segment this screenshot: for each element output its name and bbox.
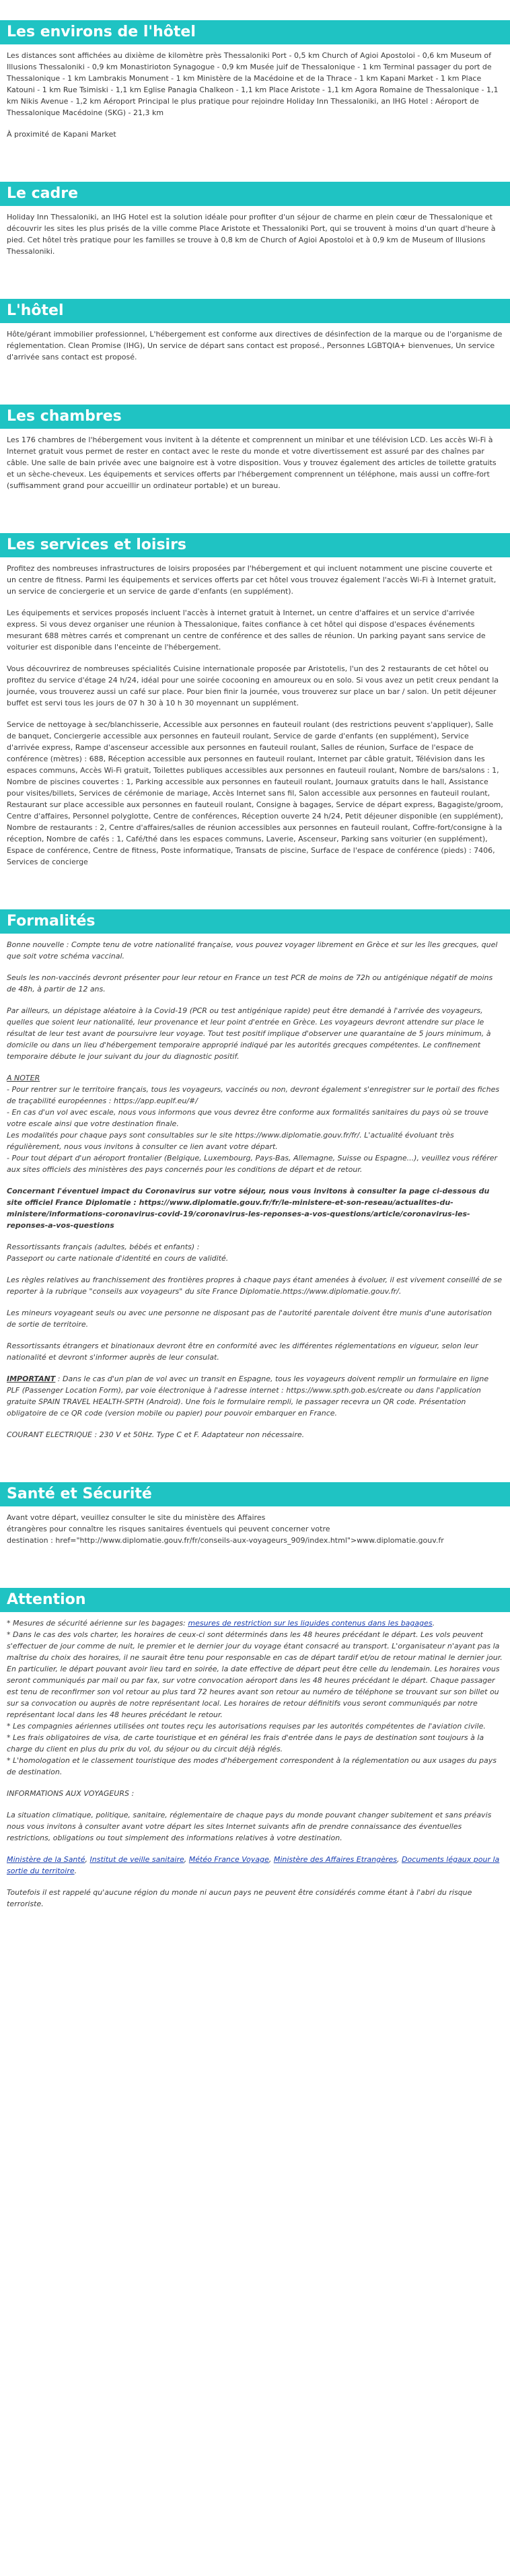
formalites-non-vaccinated: Seuls les non-vaccinés devront présenter pour leur retour en France un test PCR de moins de 72h ou antigénique négatif de moins de 48h, à partir de 12 ans.	[7, 973, 493, 994]
attention-terror-risk: Toutefois il est rappelé qu'aucune région du monde ni aucun pays ne peuvent être considérés comme étant à l'abri du risque terroriste.	[7, 1888, 472, 1908]
section-title-formalites: Formalités	[0, 909, 510, 934]
link-separator: ,	[397, 1855, 402, 1864]
formalites-important	[7, 1373, 503, 1419]
section-title-sante: Santé et Sécurité	[0, 1482, 510, 1506]
formalites-random-test: Par ailleurs, un dépistage aléatoire à la Covid-19 (PCR ou test antigénique rapide) peut être demandé à l'arrivée des voyageurs, quelles que soient leur nationalité, leur provenance et leur point d'entrée en Grèce. Les voyageurs devront attendre sur place le résultat de leur test avant de poursuivre leur voyage. Tout test positif implique d'observer une quarantaine de 5 jours minimum, à domicile ou dans un lieu d'hébergement temporaire approprié indiqué par les autorités grecques compétentes. Le confinement temporaire débute le jour suivant du jour du diagnostic positif.	[7, 1006, 491, 1061]
section-title-services: Les services et loisirs	[0, 533, 510, 557]
liquids-restriction-link[interactable]: mesures de restriction sur les liquides contenus dans les bagages	[188, 1619, 433, 1628]
section-content-environs	[0, 44, 510, 147]
attention-info-body: La situation climatique, politique, sanitaire, réglementaire de chaque pays du monde pouvant changer subitement et sans préavis nous vous invitons à consulter avant votre départ les sites Internet suivants afin de prendre connaissance des éventuelles restrictions, obligations ou tout simplement des informations relatives à votre destination.	[7, 1811, 492, 1842]
services-paragraph-3: Vous découvrirez de nombreuses spécialités Cuisine internationale proposée par Aristotelis, l'un des 2 restaurants de cet hôtel ou profitez du service d'étage 24 h/24, idéal pour une soirée cocooning en amoureux ou en solo. Si vous avez un petit creux pendant la journée, vous trouverez aussi un café sur place. Pour bien finir la journée, vous trouverez sur place un bar / salon. Un petit déjeuner buffet est servi tous les jours de 07 h 30 à 10 h 30 moyennant un supplément.	[7, 664, 499, 707]
section-title-cadre: Le cadre	[0, 182, 510, 206]
formalites-documents: Ressortissants français (adultes, bébés et enfants) : Passeport ou carte nationale d'identité en cours de validité.	[7, 1243, 229, 1263]
section-content-sante	[0, 1506, 510, 1553]
section-cadre	[0, 182, 510, 264]
section-attention	[0, 1588, 510, 1916]
services-paragraph-4: Service de nettoyage à sec/blanchisserie, Accessible aux personnes en fauteuil roulant (des restrictions peuvent s'appliquer), Salle de banquet, Conciergerie accessible aux personnes en fauteuil roulant, Service de garde d'enfants (en supplément), Service d'arrivée express, Rampe d'ascenseur accessible aux personnes en fauteuil roulant, Salles de réunion, Surface de l'espace de conférence (mètres) : 688, Réception accessible aux personnes en fauteuil roulant, Internet par câble gratuit, Télévision dans les espaces communs, Accès Wi-Fi gratuit, Toilettes publiques accessibles aux personnes en fauteuil roulant, Nombre de bars/salons : 1, Nombre de piscines couvertes : 1, Parking accessible aux personnes en fauteuil roulant, Journaux gratuits dans le hall, Assistance pour visites/billets, Services de cérémonie de mariage, Accès Internet sans fil, Salon accessible aux personnes en fauteuil roulant, Restaurant sur place accessible aux personnes en fauteuil roulant, Consigne à bagages, Service de départ express, Bagagiste/groom, Centre d'affaires, Personnel polyglotte, Centre de conférences, Réception ouverte 24 h/24, Petit déjeuner disponible (en supplément), Nombre de restaurants : 2, Centre d'affaires/salles de réunion accessibles aux personnes en fauteuil roulant, Coffre-fort/consigne à la réception, Nombre de cafés : 1, Café/thé dans les espaces communs, Laverie, Ascenseur, Parking sans voiturier (en supplément), Espace de conférence, Centre de fitness, Poste informatique, Transats de piscine, Surface de l'espace de conférence (pieds) : 7406, Services de concierge	[7, 720, 503, 866]
section-title-environs: Les environs de l'hôtel	[0, 20, 510, 44]
formalites-note-body: - Pour rentrer sur le territoire français, tous les voyageurs, vaccinés ou non, devront également s'enregistrer sur le portail des fiches de traçabilité européennes : https://app.euplf.eu/#/ - En cas d'un vol avec escale, nous vous informons que vous devrez être conforme aux formalités sanitaires du pays où se trouve votre escale ainsi que votre destination finale. Les modalités pour chaque pays sont consultables sur le site https://www.diplomatie.gouv.fr/fr/. L'actualité évoluant très régulièrement, nous vous invitons à consulter ce lien avant votre départ. - Pour tout départ d'un aéroport frontalier (Belgique, Luxembourg, Pays-Bas, Allemagne, Suisse ou Espagne...), veuillez vous référer aux sites officiels des ministères des pays concernés pour les conditions de départ et de retour.	[7, 1085, 500, 1174]
attention-measure-2: * Dans le cas des vols charter, les horaires de ceux-ci sont déterminés dans les 48 heures précédant le départ. Les vols peuvent s'effectuer de jour comme de nuit, le premier et le dernier jour du voyage étant consacré au transport. L'organisateur n'ayant pas la maîtrise du choix des horaires, il ne saurait être tenu pour responsable en cas de départ tardif et/ou de retour matinal le dernier jour. En particulier, le départ pouvant avoir lieu tard en soirée, la date effective de départ peut être celle du lendemain. Les horaires vous seront communiqués par mail ou par fax, sur votre convocation aéroport dans les 48 heures précédant le départ. Chaque passager est tenu de reconfirmer son vol retour au plus tard 72 heures avant son retour au numéro de téléphone se trouvant sur son billet ou sur sa convocation ou auprès de notre représentant local. Les horaires de retour définitifs vous seront communiqués par notre représentant local dans les 48 heures précédant le retour.	[7, 1630, 503, 1719]
section-title-attention: Attention	[0, 1588, 510, 1612]
formalites-minors: Les mineurs voyageant seuls ou avec une personne ne disposant pas de l'autorité parentale doivent être munis d'une autorisation de sortie de territoire.	[7, 1309, 493, 1329]
link-veille-sanitaire[interactable]: Institut de veille sanitaire	[89, 1855, 184, 1864]
section-title-chambres: Les chambres	[0, 405, 510, 429]
section-content-services	[0, 557, 510, 874]
link-separator: ,	[268, 1855, 274, 1864]
attention-measure-5: * L'homologation et le classement touristique des modes d'hébergement correspondent à la réglementation ou aux usages du pays de destination.	[7, 1756, 497, 1776]
link-documents-legaux[interactable]: Documents légaux pour la sortie du territoire	[7, 1855, 500, 1875]
attention-info-title: INFORMATIONS AUX VOYAGEURS :	[7, 1789, 135, 1798]
environs-proximity: À proximité de Kapani Market	[7, 130, 116, 139]
section-formalites	[0, 909, 510, 1447]
services-paragraph-2: Les équipements et services proposés incluent l'accès à internet gratuit à Internet, un centre d'affaires et un service d'arrivée express. Si vous devez organiser une réunion à Thessalonique, faites confiance à cet hôtel qui dispose d'espaces événements mesurant 688 mètres carrés et comprenant un centre de conférence et des salles de réunion. Un parking payant sans service de voiturier est disponible dans l'enceinte de l'hébergement.	[7, 608, 486, 652]
environs-distances: Les distances sont affichées au dixième de kilomètre près Thessaloniki Port - 0,5 km Church of Agioi Apostoloi - 0,6 km Museum of Illusions Thessaloniki - 0,9 km Monastirioton Synagogue - 0,9 km Musée juif de Thessalonique - 1 km Terminal passager du port de Thessalonique - 1 km Lambrakis Monument - 1 km Ministère de la Macédoine et de la Thrace - 1 km Kapani Market - 1 km Place Katouni - 1 km Rue Tsimiski - 1,1 km Eglise Panagia Chalkeon - 1,1 km Place Aristote - 1,1 km Agora Romaine de Thessalonique - 1,1 km Nikis Avenue - 1,2 km Aéroport Principal le plus pratique pour rejoindre Holiday Inn Thessaloniki, an IHG Hotel : Aéroport de Thessalonique Macédoine (SKG) - 21,3 km	[7, 51, 499, 117]
section-content-chambres	[0, 429, 510, 498]
section-content-attention	[0, 1612, 510, 1916]
attention-links	[7, 1854, 503, 1877]
formalites-note	[7, 1072, 503, 1175]
formalites-good-news: Bonne nouvelle : Compte tenu de votre nationalité française, vous pouvez voyager librement en Grèce et sur les îles grecques, quel que soit votre schéma vaccinal.	[7, 940, 498, 961]
formalites-coronavirus-link[interactable]: Concernant l'éventuel impact du Coronavirus sur votre séjour, nous vous invitons à consulter la page ci-dessous du site officiel France Diplomatie : https://www.diplomatie.gouv.fr/fr/le-ministere-et-son-reseau/actualites-du-ministere/informations-coronavirus-covid-19/coronavirus-les-reponses-a-vos-questions/article/coronavirus-les-reponses-a-vos-questions	[7, 1187, 490, 1230]
section-chambres	[0, 405, 510, 498]
section-environs	[0, 20, 510, 147]
chambres-text: Les 176 chambres de l'hébergement vous invitent à la détente et comprennent un minibar et une télévision LCD. Les accès Wi-Fi à Internet gratuit vous permet de rester en contact avec le reste du monde et votre divertissement est assuré par des chaînes par câble. Une salle de bain privée avec une baignoire est à votre disposition. Vous y trouvez également des articles de toilette gratuits et un sèche-cheveux. Les équipements et services offerts par l'hébergement comprennent un téléphone, mais aussi un coffre-fort (suffisamment grand pour accueillir un ordinateur portable) et un bureau.	[7, 436, 497, 490]
section-hotel	[0, 299, 510, 370]
attention-measure-1-prefix: * Mesures de sécurité aérienne sur les bagages:	[7, 1619, 188, 1628]
section-content-hotel	[0, 323, 510, 370]
formalites-note-title: A NOTER	[7, 1074, 40, 1082]
link-meteo-france[interactable]: Météo France Voyage	[188, 1855, 269, 1864]
link-ministere-sante[interactable]: Ministère de la Santé	[7, 1855, 85, 1864]
attention-measure-3: * Les compagnies aériennes utilisées ont toutes reçu les autorisations requises par les autorités compétentes de l'aviation civile.	[7, 1722, 486, 1731]
section-content-formalites	[0, 934, 510, 1447]
formalites-important-label: IMPORTANT	[7, 1374, 56, 1383]
formalites-foreign-nationals: Ressortissants étrangers et binationaux devront être en conformité avec les différentes réglementations en vigueur, selon leur nationalité et devront s'informer auprès de leur consulat.	[7, 1342, 478, 1362]
formalites-electric: COURANT ELECTRIQUE : 230 V et 50Hz. Type C et F. Adaptateur non nécessaire.	[7, 1430, 305, 1439]
link-separator: ,	[85, 1855, 90, 1864]
formalites-important-body: : Dans le cas d'un plan de vol avec un transit en Espagne, tous les voyageurs doivent remplir un formulaire en ligne PLF (Passenger Location Form), par voie électronique à l'adresse internet : https://www.spth.gob.es/create ou dans l'application gratuite SPAIN TRAVEL HEALTH-SPTH (Android). Une fois le formulaire rempli, le passager recevra un QR code. Présentation obligatoire de ce QR code (version mobile ou papier) pour pouvoir embarquer en France.	[7, 1374, 489, 1418]
cadre-text: Holiday Inn Thessaloniki, an IHG Hotel est la solution idéale pour profiter d'un séjour de charme en plein cœur de Thessalonique et découvrir les sites les plus prisés de la ville comme Place Aristote et Thessaloniki Port, qui se trouvent à moins d'un quart d'heure à pied. Cet hôtel très pratique pour les familles se trouve à 0,8 km de Church of Agioi Apostoloi et à 0,9 km de Museum of Illusions Thessaloniki.	[7, 213, 496, 256]
link-final-dot: .	[74, 1867, 77, 1875]
services-paragraph-1: Profitez des nombreuses infrastructures de loisirs proposées par l'hébergement et qui incluent notamment une piscine couverte et un centre de fitness. Parmi les équipements et services offerts par cet hôtel vous trouvez également l'accès Wi-Fi à Internet gratuit, un service de conciergerie et un service de garde d'enfants (en supplément).	[7, 564, 497, 596]
attention-measures	[7, 1617, 503, 1778]
section-sante	[0, 1482, 510, 1553]
section-content-cadre	[0, 206, 510, 264]
attention-measure-1-suffix: .	[432, 1619, 435, 1628]
link-affaires-etrangeres[interactable]: Ministère des Affaires Etrangères	[273, 1855, 398, 1864]
link-separator: ,	[184, 1855, 189, 1864]
section-title-hotel: L'hôtel	[0, 299, 510, 323]
sante-text: Avant votre départ, veuillez consulter le site du ministère des Affaires étrangères pour connaître les risques sanitaires éventuels qui peuvent concerner votre destination : href="http://www.diplomatie.gouv.fr/fr/conseils-aux-voyageurs_909/index.html">www.diplomatie.gouv.fr	[7, 1513, 444, 1545]
attention-measure-4: * Les frais obligatoires de visa, de carte touristique et en général les frais d'entrée dans le pays de destination sont toujours à la charge du client en plus du prix du vol, du séjour ou du circuit déjà réglés.	[7, 1733, 484, 1753]
hotel-text: Hôte/gérant immobilier professionnel, L'hébergement est conforme aux directives de désinfection de la marque ou de l'organisme de réglementation. Clean Promise (IHG), Un service de départ sans contact est proposé., Personnes LGBTQIA+ bienvenues, Un service d'arrivée sans contact est proposé.	[7, 330, 503, 361]
section-services	[0, 533, 510, 874]
formalites-border-rules: Les règles relatives au franchissement des frontières propres à chaque pays étant amenées à évoluer, il est vivement conseillé de se reporter à la rubrique "conseils aux voyageurs" du site France Diplomatie.https://www.diplomatie.gouv.fr/.	[7, 1276, 502, 1296]
